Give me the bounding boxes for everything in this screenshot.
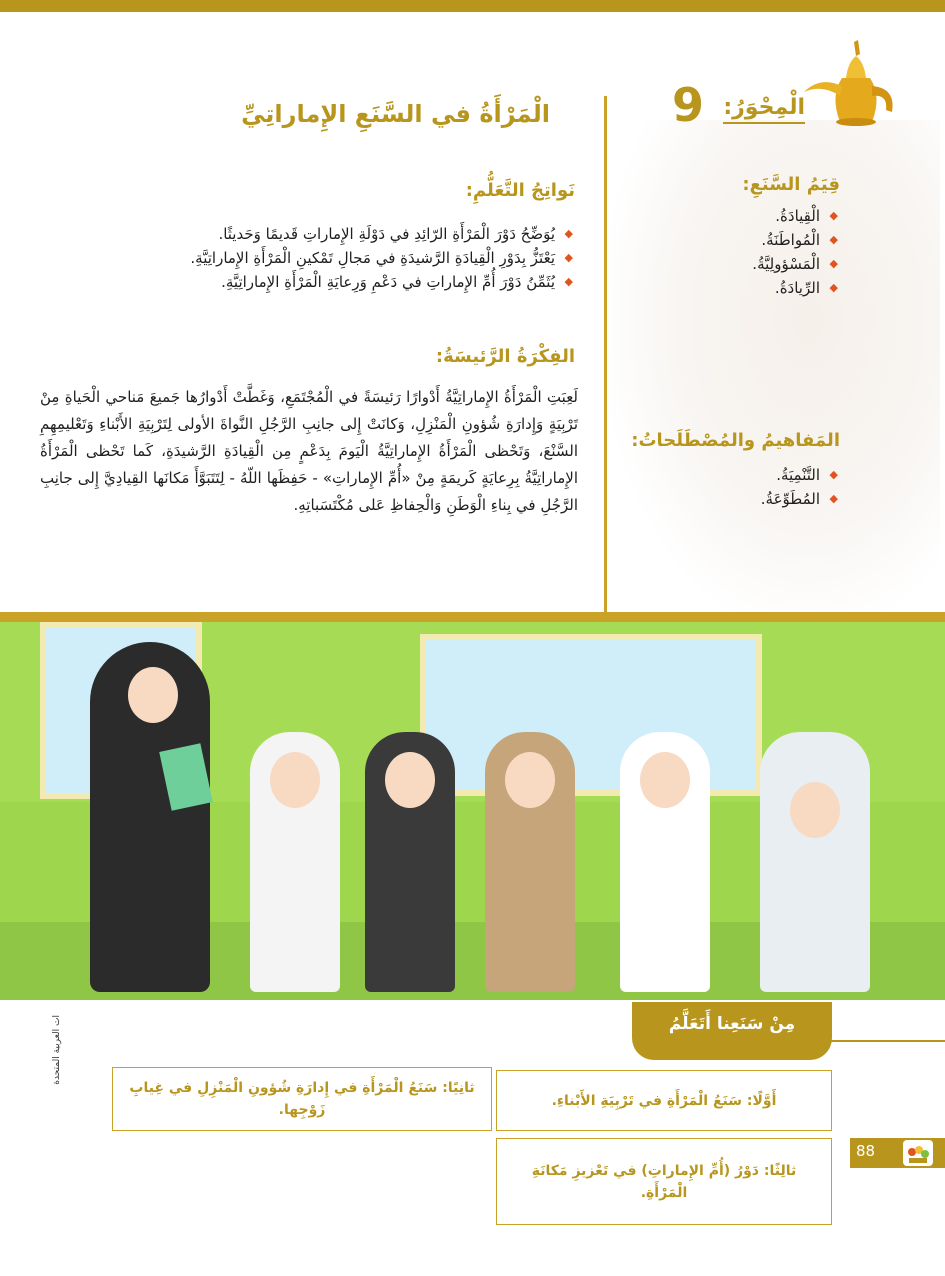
diamond-bullet-icon: ◆ bbox=[829, 492, 838, 505]
diamond-bullet-icon: ◆ bbox=[829, 281, 838, 294]
list-item: ◆ يُثَمِّنُ دَوْرَ أُمِّ الإِماراتِ في دَعْمِ وَرِعايَةِ الْمَرْأَةِ الإِماراتِيَّةِ. bbox=[130, 270, 575, 294]
values-list bbox=[752, 204, 840, 300]
outcomes-heading: نَواتِجُ التَّعَلُّمِ: bbox=[465, 180, 575, 201]
section-tab-label: مِنْ سَنَعِنا أَتَعَلَّمُ bbox=[668, 1014, 796, 1034]
list-item: ◆ الْمُواطَنَةُ. bbox=[752, 228, 840, 252]
section-tab-line bbox=[820, 1040, 945, 1042]
dallah-coffee-pot-icon bbox=[800, 36, 910, 128]
window-right bbox=[420, 634, 762, 796]
diamond-bullet-icon: ◆ bbox=[564, 251, 573, 264]
values-heading: قِيَمُ السَّنَعِ: bbox=[742, 174, 840, 195]
concepts-heading: المَفاهيمُ والمُصْطَلَحاتُ: bbox=[631, 430, 840, 451]
list-item: ◆ الْمَسْؤولِيَّةُ. bbox=[752, 252, 840, 276]
page-number: 88 bbox=[856, 1142, 876, 1160]
main-idea-heading: الفِكْرَةُ الرَّئيسَةُ: bbox=[435, 346, 575, 367]
diamond-bullet-icon: ◆ bbox=[829, 468, 838, 481]
main-idea-text: لَعِبَتِ الْمَرْأَةُ الإِماراتِيَّةُ أَدْوارًا رَئيسَةً في الْمُجْتَمَعِ، وَغَطَّتْ أَدْوارُها جَميعَ مَناحي الْحَياةِ مِنْ تَرْبِيَةٍ وَإِدارَةِ شُؤونِ الْمَنْزِلِ، وَكانَتْ إِلى جانِبِ الرَّجُلِ النَّواةَ الأولى لِتَرْبِيَةِ الأَبْناءِ وَتَعْليمِهِمِ السَّنْعَ، وَتَحْظى الْمَرْأَةُ الإِماراتِيَّةُ الْيَومَ بِدَعْمٍ مِن الْقِيادَةِ الرَّشيدَةِ، كَما تَحْظى الْمَرْأَةُ الإِماراتِيَّةُ بِرِعايَةٍ كَريمَةٍ مِنْ «أُمِّ الإِماراتِ» - حَفِظَها اللّهُ - لِتَتَبَوَّأَ مَكانَها القِيادِيَّ إِلى جانِبِ الرَّجُلِ في بِناءِ الْوَطَنِ وَالْحِفاظِ عَلى مُكْتَسَباتِهِ. bbox=[40, 388, 578, 514]
list-item: ◆ الْقِيادَةُ. bbox=[752, 204, 840, 228]
outcomes-list bbox=[130, 222, 575, 294]
teacher-face bbox=[128, 667, 178, 723]
student-astronaut bbox=[760, 732, 870, 992]
side-caption: ات العربية المتحدة bbox=[52, 1015, 62, 1085]
list-item: ◆ المُطَوِّعَةُ. bbox=[761, 487, 840, 511]
list-item: ◆ يُوَضِّحُ دَوْرَ الْمَرْأَةِ الرّائِدِ في دَوْلَةِ الإِماراتِ قَديمًا وَحَديثًا. bbox=[130, 222, 575, 246]
concepts-list bbox=[761, 463, 840, 511]
top-gold-bar bbox=[0, 0, 945, 12]
diamond-bullet-icon: ◆ bbox=[829, 209, 838, 222]
list-item: ◆ يَعْتَزُّ بِدَوْرِ الْقِيادَةِ الرَّشيدَةِ في مَجالِ تَمْكينِ الْمَرْأَةِ الإِماراتِيَّةِ. bbox=[130, 246, 575, 270]
list-item: ◆ الرِّيادَةُ. bbox=[752, 276, 840, 300]
learn-box-first: أَوَّلًا: سَنَعُ الْمَرْأَةِ في تَرْبِيَةِ الأَبْناءِ. bbox=[496, 1070, 832, 1131]
learn-box-second: ثانِيًا: سَنَعُ الْمَرْأَةِ في إِدارَةِ شُؤونِ الْمَنْزِلِ في غِيابِ زَوْجِها. bbox=[112, 1067, 492, 1131]
axis-number: 9 bbox=[672, 78, 705, 132]
diamond-bullet-icon: ◆ bbox=[564, 227, 573, 240]
list-item: ◆ التَّنْمِيَةُ. bbox=[761, 463, 840, 487]
page-title: الْمَرْأَةُ في السَّنَعِ الإِماراتِيِّ bbox=[241, 100, 550, 128]
learn-box-third: ثالِثًا: دَوْرُ (أُمِّ الإِماراتِ) في تَعْزيزِ مَكانَةِ الْمَرْأَةِ. bbox=[496, 1138, 832, 1225]
axis-label: الْمِحْوَرُ: bbox=[723, 95, 805, 124]
diamond-bullet-icon: ◆ bbox=[829, 233, 838, 246]
classroom-illustration bbox=[0, 622, 945, 1000]
flower-pot-icon bbox=[903, 1140, 933, 1166]
diamond-bullet-icon: ◆ bbox=[829, 257, 838, 270]
diamond-bullet-icon: ◆ bbox=[564, 275, 573, 288]
column-divider bbox=[604, 96, 607, 612]
background-illustration bbox=[610, 120, 940, 620]
illustration-top-border bbox=[0, 612, 945, 622]
